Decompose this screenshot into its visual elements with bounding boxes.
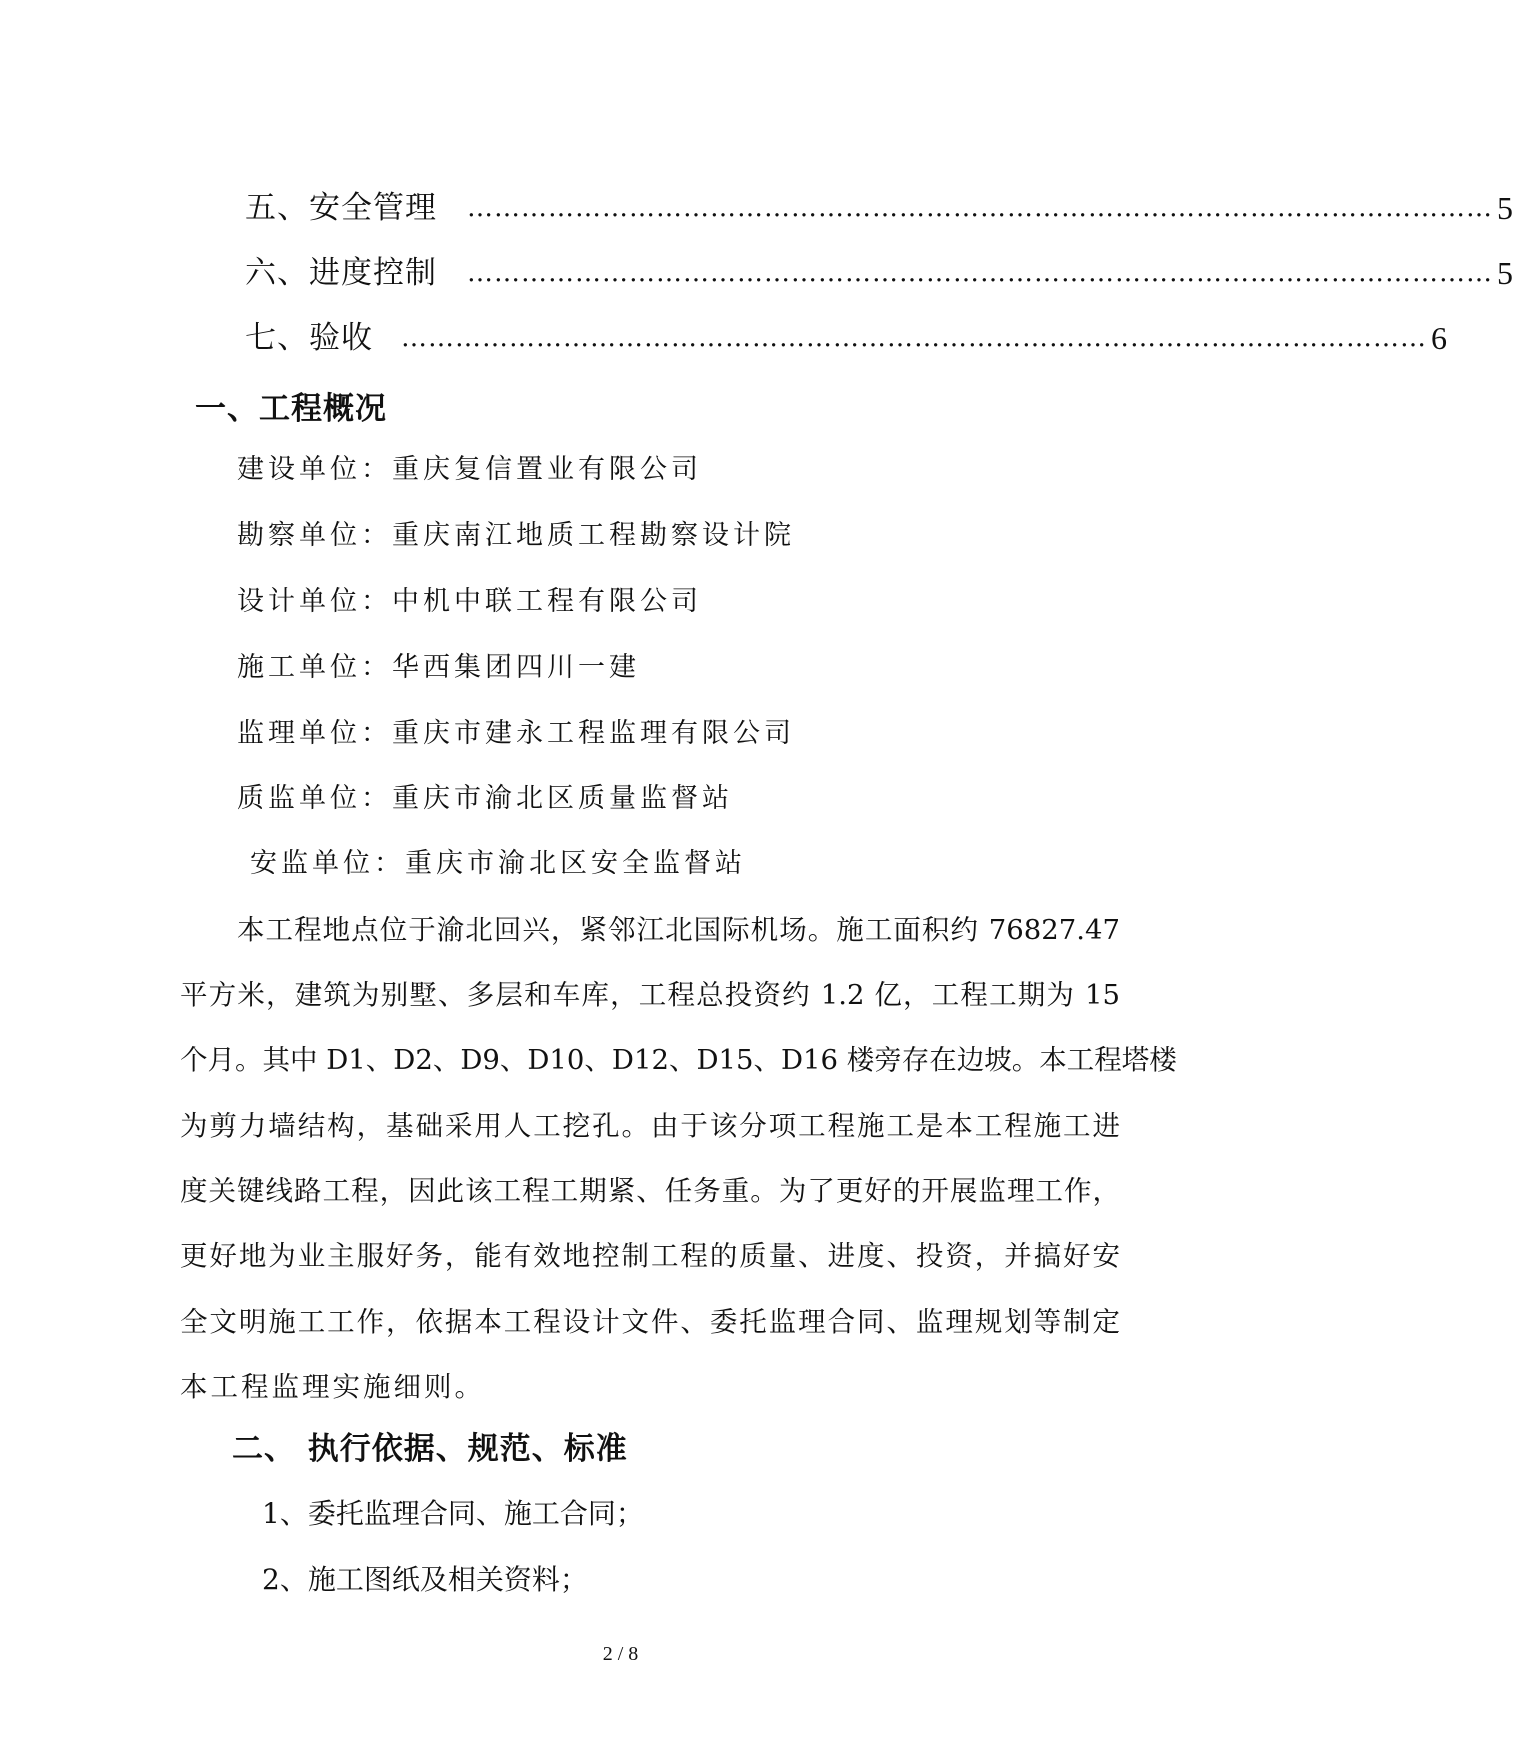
toc-leader-dots: …………………………………………………………………………………………………… (401, 323, 1427, 353)
info-line-quality-unit: 质监单位：重庆市渝北区质量监督站 (237, 783, 733, 814)
paragraph-line: 本工程监理实施细则。 (180, 1371, 485, 1403)
paragraph-line: 为剪力墙结构，基础采用人工挖孔。由于该分项工程施工是本工程施工进 (180, 1110, 1120, 1142)
info-line-supervision-unit: 监理单位：重庆市建永工程监理有限公司 (237, 718, 795, 749)
paragraph-line: 平方米，建筑为别墅、多层和车库，工程总投资约 1.2 亿，工程工期为 15 (180, 979, 1120, 1011)
paragraph-line: 全文明施工工作，依据本工程设计文件、委托监理合同、监理规划等制定 (180, 1306, 1120, 1338)
paragraph-line: 本工程地点位于渝北回兴，紧邻江北国际机场。施工面积约 76827.47 (237, 914, 1120, 946)
toc-entry-label: 七、验收 (245, 320, 373, 356)
section-heading-basis-standards: 二、 执行依据、规范、标准 (232, 1431, 628, 1467)
toc-entry-acceptance[interactable] (245, 313, 1447, 363)
info-line-design-unit: 设计单位：中机中联工程有限公司 (237, 586, 702, 617)
toc-entry-label: 五、安全管理 (245, 190, 437, 226)
info-line-builder-unit: 施工单位：华西集团四川一建 (237, 652, 640, 683)
toc-leader-dots: …………………………………………………………………………………………………… (467, 258, 1493, 288)
toc-leader-dots: …………………………………………………………………………………………………… (467, 193, 1493, 223)
info-line-survey-unit: 勘察单位：重庆南江地质工程勘察设计院 (237, 520, 795, 551)
info-line-safety-unit: 安监单位：重庆市渝北区安全监督站 (250, 848, 746, 879)
toc-entry-schedule[interactable] (245, 248, 1513, 298)
toc-entry-page: 6 (1431, 320, 1447, 356)
paragraph-line: 度关键线路工程，因此该工程工期紧、任务重。为了更好的开展监理工作， (180, 1175, 1120, 1207)
paragraph-line: 个月。其中 D1、D2、D9、D10、D12、D15、D16 楼旁存在边坡。本工程塔楼 (180, 1044, 1177, 1076)
toc-entry-safety[interactable] (245, 183, 1513, 233)
info-line-construction-unit: 建设单位：重庆复信置业有限公司 (237, 454, 702, 485)
list-item: 2、施工图纸及相关资料； (262, 1563, 588, 1596)
toc-entry-page: 5 (1497, 255, 1513, 291)
paragraph-line: 更好地为业主服好务，能有效地控制工程的质量、进度、投资，并搞好安 (180, 1240, 1120, 1272)
page-number-indicator: 2 / 8 (602, 1643, 639, 1665)
toc-entry-page: 5 (1497, 190, 1513, 226)
list-item: 1、委托监理合同、施工合同； (262, 1497, 644, 1530)
section-heading-project-overview: 一、工程概况 (195, 391, 387, 427)
toc-entry-label: 六、进度控制 (245, 255, 437, 291)
